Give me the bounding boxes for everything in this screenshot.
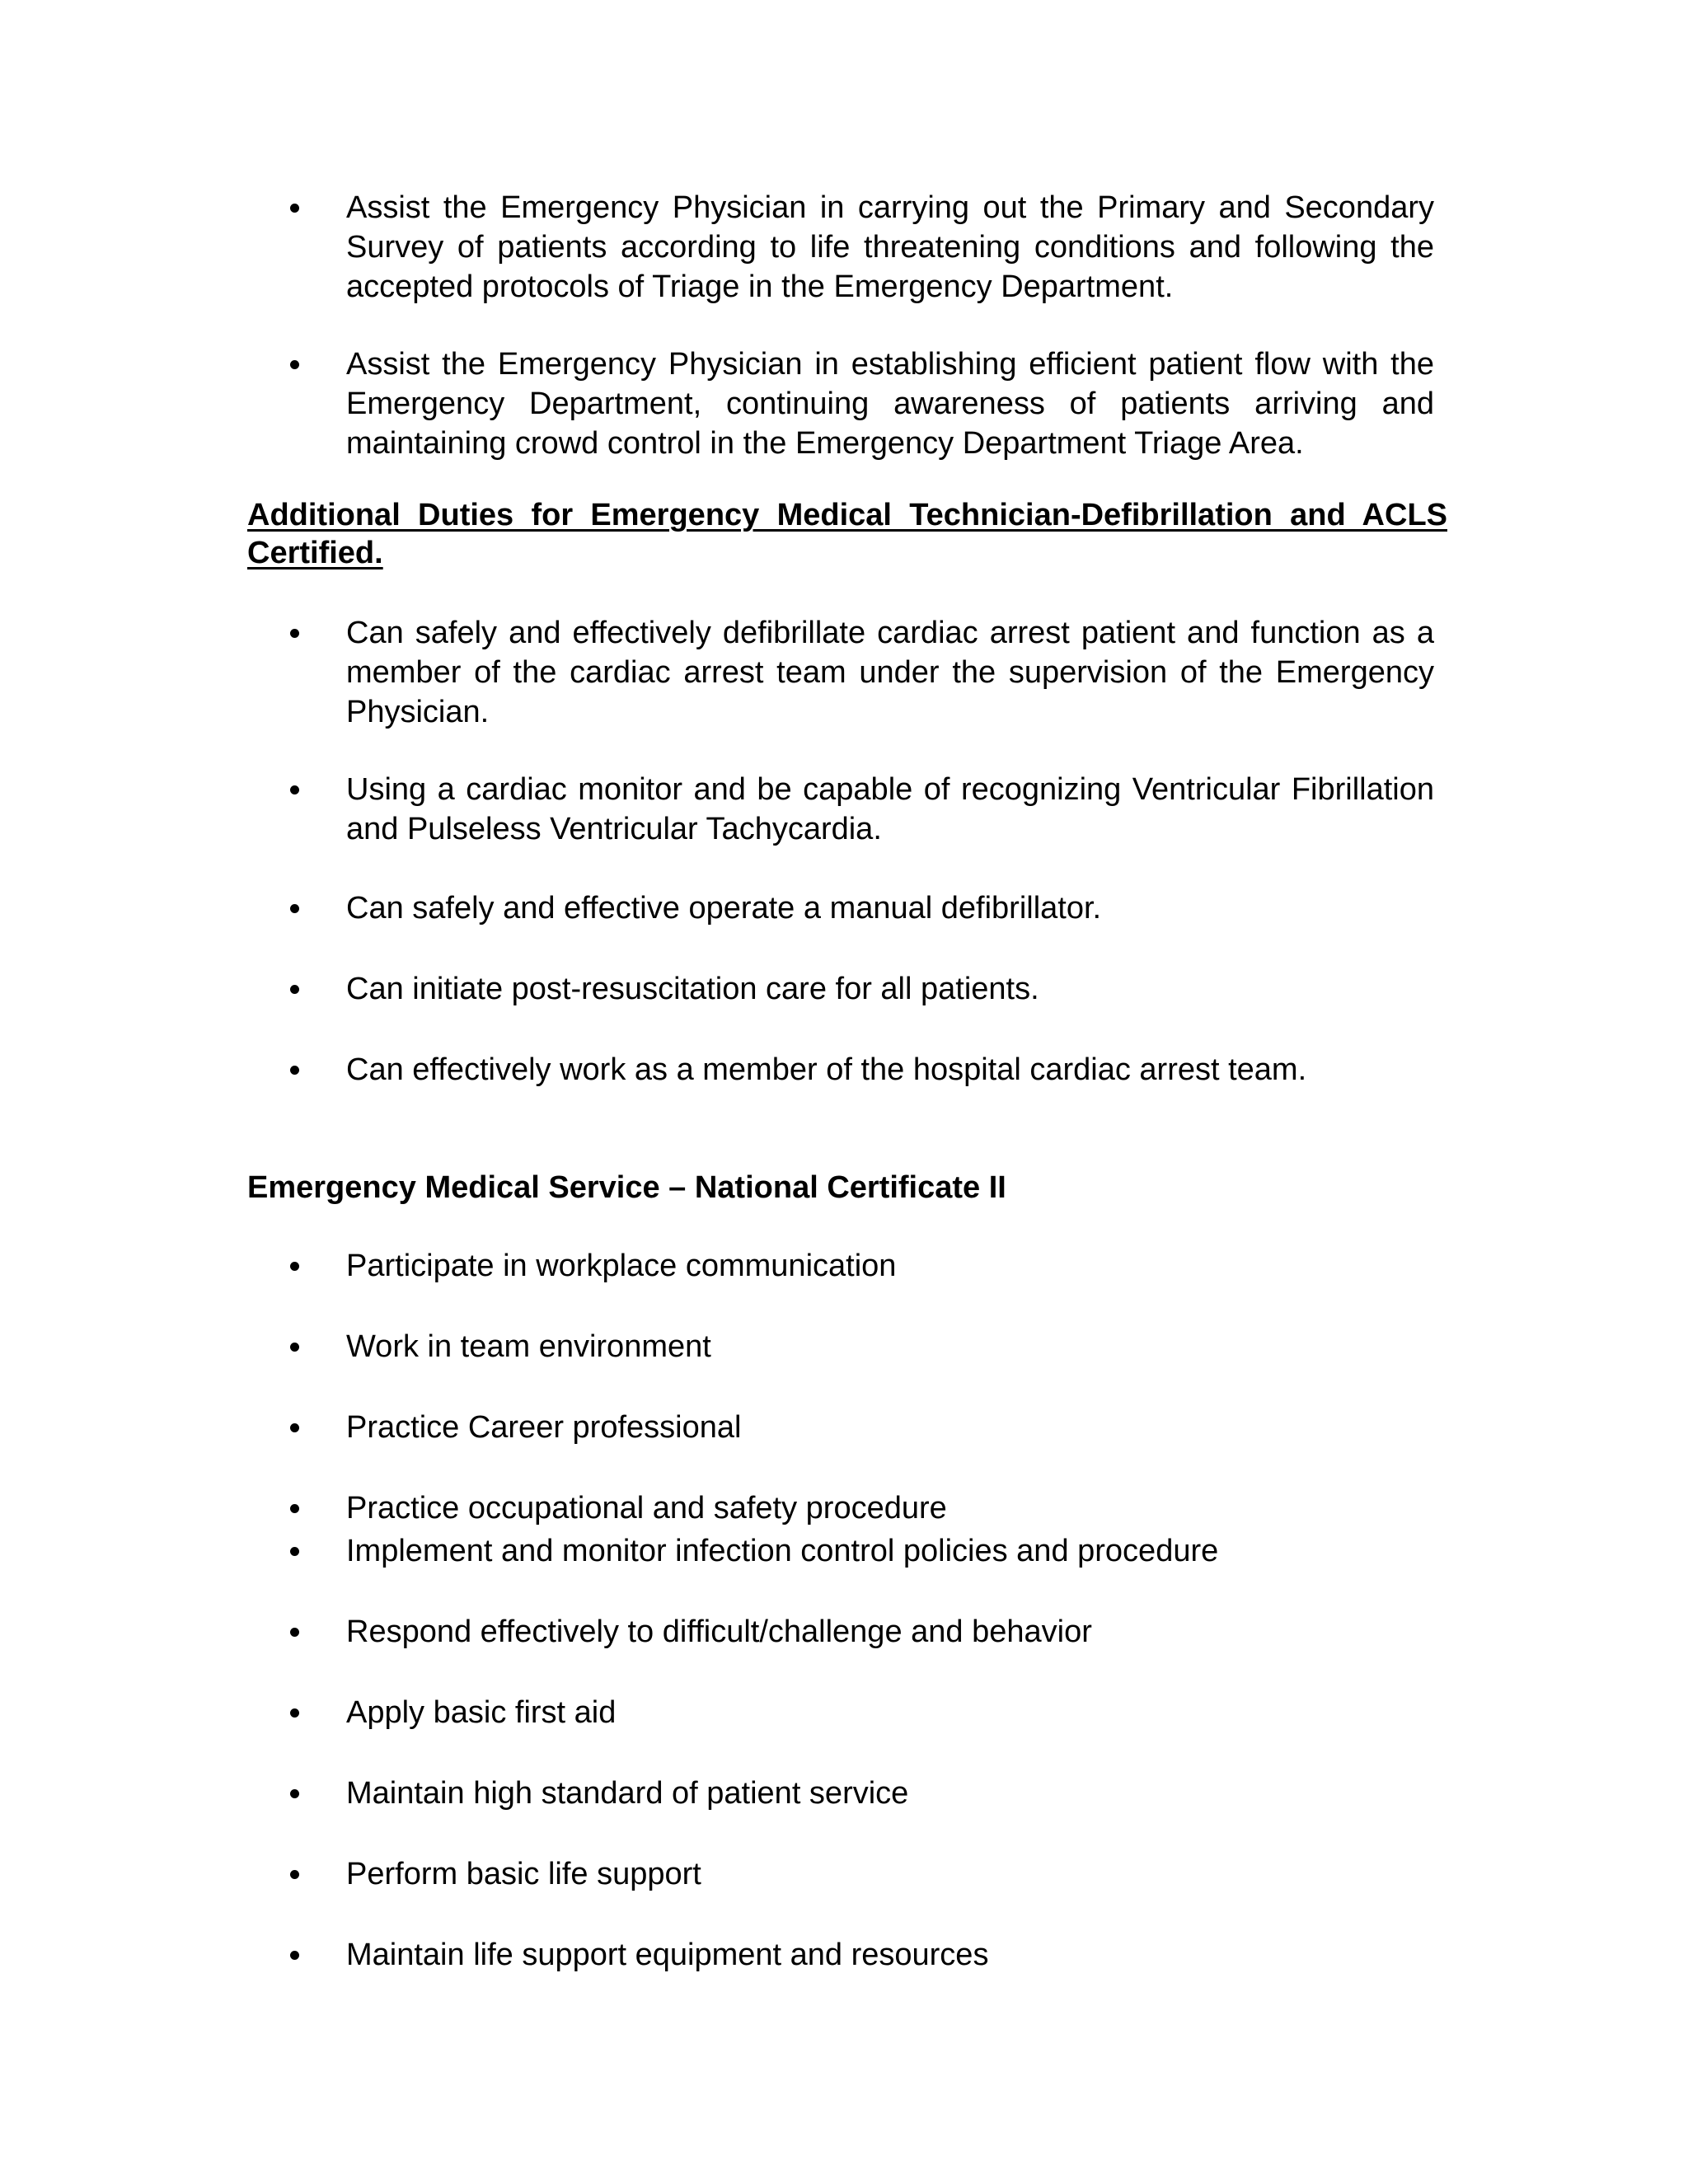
bullet-icon <box>290 1951 299 1960</box>
bullet-icon <box>290 1789 299 1798</box>
list-item <box>247 1612 1434 1652</box>
list-item-text: Maintain high standard of patient service <box>346 1776 909 1811</box>
bullet-icon <box>290 985 299 994</box>
list-item-text: Can initiate post-resuscitation care for all patients. <box>346 972 1039 1006</box>
list-item-text: Implement and monitor infection control policies and procedure <box>346 1534 1219 1568</box>
list-item-text: Using a cardiac monitor and be capable of recognizing Ventricular Fibrillation and Pulseless Ventricular Tachycardia. <box>346 772 1434 846</box>
bullet-icon <box>290 1547 299 1556</box>
list-item-text: Work in team environment <box>346 1329 711 1364</box>
bullet-icon <box>290 204 299 213</box>
bullet-icon <box>290 785 299 794</box>
list-item-text: Can safely and effectively defibrillate cardiac arrest patient and function as a member of the cardiac arrest team under the supervision of the Emergency Physician. <box>346 616 1434 729</box>
list-item <box>247 770 1434 849</box>
list-item <box>247 1531 1434 1571</box>
bullet-icon <box>290 1504 299 1513</box>
bullet-icon <box>290 1262 299 1271</box>
list-item-text: Apply basic first aid <box>346 1695 617 1730</box>
list-item <box>247 1050 1434 1090</box>
bullet-icon <box>290 1628 299 1637</box>
section-heading-additional-duties <box>247 496 1447 572</box>
list-item <box>247 613 1434 732</box>
list-item-text: Assist the Emergency Physician in carrying out the Primary and Secondary Survey of patients according to life threatening conditions and following the accepted protocols of Triage in the Emergency Department. <box>346 190 1434 304</box>
list-item-text: Assist the Emergency Physician in establishing efficient patient flow with the Emergency Department, continuing awareness of patients arriving and maintaining crowd control in the Emergency Department Triage Area. <box>346 347 1434 461</box>
list-item <box>247 1488 1434 1528</box>
section-heading-ems: Emergency Medical Service – National Certificate II <box>247 1170 1006 1205</box>
list-item <box>247 1408 1434 1447</box>
list-item <box>247 188 1434 307</box>
list-item <box>247 888 1434 928</box>
list-item <box>247 1774 1434 1813</box>
bullet-icon <box>290 1423 299 1432</box>
list-item <box>247 1693 1434 1732</box>
bullet-icon <box>290 1343 299 1352</box>
list-item-text: Maintain life support equipment and resources <box>346 1938 989 1972</box>
bullet-icon <box>290 1870 299 1879</box>
list-item-text: Practice Career professional <box>346 1410 742 1445</box>
list-item <box>247 1327 1434 1366</box>
section-heading-text: Additional Duties for Emergency Medical Technician-Defibrillation and ACLS Certified. <box>247 498 1447 570</box>
list-item-text: Participate in workplace communication <box>346 1249 897 1283</box>
list-item-text: Respond effectively to difficult/challenge and behavior <box>346 1615 1092 1649</box>
list-item <box>247 969 1434 1009</box>
list-item <box>247 344 1434 463</box>
bullet-icon <box>290 360 299 369</box>
list-item-text: Can effectively work as a member of the hospital cardiac arrest team. <box>346 1052 1307 1087</box>
list-item-text: Practice occupational and safety procedure <box>346 1491 947 1526</box>
bullet-icon <box>290 904 299 913</box>
list-item <box>247 1246 1434 1286</box>
list-item-text: Can safely and effective operate a manual defibrillator. <box>346 891 1102 926</box>
list-item <box>247 1854 1434 1894</box>
list-item-text: Perform basic life support <box>346 1857 701 1891</box>
bullet-icon <box>290 629 299 638</box>
list-item <box>247 1935 1434 1975</box>
bullet-icon <box>290 1708 299 1718</box>
bullet-icon <box>290 1066 299 1075</box>
